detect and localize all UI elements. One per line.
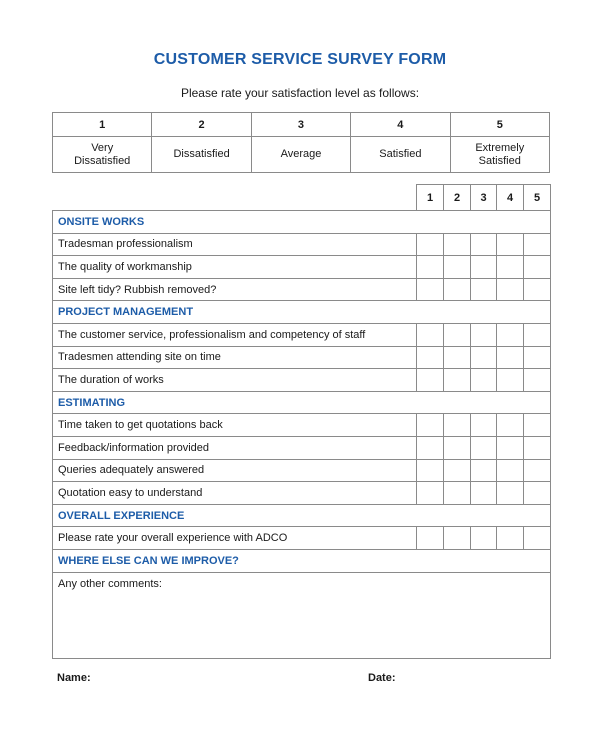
section-row bbox=[53, 504, 551, 527]
scale-number: 2 bbox=[152, 113, 251, 137]
rating-cell-5[interactable] bbox=[524, 482, 551, 505]
rating-cell-2[interactable] bbox=[444, 414, 471, 437]
name-label: Name: bbox=[57, 672, 91, 684]
header-blank bbox=[53, 185, 417, 211]
comments-field[interactable]: Any other comments: bbox=[53, 572, 551, 658]
rating-cell-3[interactable] bbox=[471, 414, 497, 437]
rating-column-header: 1 bbox=[417, 185, 444, 211]
rating-cell-3[interactable] bbox=[471, 233, 497, 256]
rating-cell-2[interactable] bbox=[444, 527, 471, 550]
rating-cell-2[interactable] bbox=[444, 278, 471, 301]
question-label: Site left tidy? Rubbish removed? bbox=[53, 278, 417, 301]
section-title: PROJECT MANAGEMENT bbox=[53, 301, 551, 324]
comments-row bbox=[53, 572, 551, 658]
section-row bbox=[53, 391, 551, 414]
date-label: Date: bbox=[368, 672, 396, 684]
rating-cell-3[interactable] bbox=[471, 256, 497, 279]
rating-cell-1[interactable] bbox=[417, 346, 444, 369]
question-row bbox=[53, 436, 551, 459]
form-title: CUSTOMER SERVICE SURVEY FORM bbox=[153, 51, 447, 68]
scale-label: Extremely Satisfied bbox=[450, 137, 549, 173]
rating-cell-4[interactable] bbox=[497, 233, 524, 256]
rating-cell-2[interactable] bbox=[444, 233, 471, 256]
rating-cell-2[interactable] bbox=[444, 323, 471, 346]
rating-cell-3[interactable] bbox=[471, 436, 497, 459]
rating-header-row bbox=[53, 185, 551, 211]
question-label: Please rate your overall experience with ADCO bbox=[53, 527, 417, 550]
rating-cell-1[interactable] bbox=[417, 323, 444, 346]
question-label: Time taken to get quotations back bbox=[53, 414, 417, 437]
scale-number: 3 bbox=[251, 113, 350, 137]
rating-cell-5[interactable] bbox=[524, 369, 551, 392]
question-row bbox=[53, 459, 551, 482]
section-row bbox=[53, 549, 551, 572]
rating-cell-1[interactable] bbox=[417, 256, 444, 279]
rating-column-header: 2 bbox=[444, 185, 471, 211]
rating-cell-4[interactable] bbox=[497, 323, 524, 346]
scale-number: 5 bbox=[450, 113, 549, 137]
question-row bbox=[53, 233, 551, 256]
rating-column-header: 5 bbox=[524, 185, 551, 211]
scale-label: Dissatisfied bbox=[152, 137, 251, 173]
section-row bbox=[53, 301, 551, 324]
rating-cell-1[interactable] bbox=[417, 278, 444, 301]
rating-cell-4[interactable] bbox=[497, 482, 524, 505]
rating-cell-2[interactable] bbox=[444, 346, 471, 369]
rating-cell-1[interactable] bbox=[417, 459, 444, 482]
question-label: Tradesman professionalism bbox=[53, 233, 417, 256]
rating-cell-2[interactable] bbox=[444, 256, 471, 279]
question-row bbox=[53, 369, 551, 392]
rating-cell-5[interactable] bbox=[524, 346, 551, 369]
rating-cell-4[interactable] bbox=[497, 459, 524, 482]
rating-cell-3[interactable] bbox=[471, 278, 497, 301]
rating-cell-3[interactable] bbox=[471, 369, 497, 392]
question-row bbox=[53, 482, 551, 505]
rating-cell-1[interactable] bbox=[417, 436, 444, 459]
rating-cell-2[interactable] bbox=[444, 436, 471, 459]
rating-cell-3[interactable] bbox=[471, 459, 497, 482]
question-row bbox=[53, 323, 551, 346]
rating-cell-5[interactable] bbox=[524, 233, 551, 256]
rating-cell-5[interactable] bbox=[524, 527, 551, 550]
question-label: The customer service, professionalism and competency of staff bbox=[53, 323, 417, 346]
form-subtitle: Please rate your satisfaction level as follows: bbox=[180, 86, 420, 100]
rating-cell-4[interactable] bbox=[497, 369, 524, 392]
survey-table bbox=[52, 184, 551, 659]
rating-cell-5[interactable] bbox=[524, 256, 551, 279]
section-row bbox=[53, 211, 551, 234]
rating-cell-5[interactable] bbox=[524, 278, 551, 301]
question-row bbox=[53, 256, 551, 279]
rating-cell-3[interactable] bbox=[471, 527, 497, 550]
rating-cell-1[interactable] bbox=[417, 414, 444, 437]
scale-label: Satisfied bbox=[351, 137, 450, 173]
rating-column-header: 4 bbox=[497, 185, 524, 211]
rating-cell-4[interactable] bbox=[497, 278, 524, 301]
rating-cell-2[interactable] bbox=[444, 369, 471, 392]
rating-cell-2[interactable] bbox=[444, 482, 471, 505]
rating-cell-1[interactable] bbox=[417, 369, 444, 392]
rating-cell-4[interactable] bbox=[497, 527, 524, 550]
rating-cell-5[interactable] bbox=[524, 323, 551, 346]
section-title: WHERE ELSE CAN WE IMPROVE? bbox=[53, 549, 551, 572]
rating-cell-1[interactable] bbox=[417, 233, 444, 256]
scale-number: 1 bbox=[53, 113, 152, 137]
rating-cell-3[interactable] bbox=[471, 346, 497, 369]
rating-cell-4[interactable] bbox=[497, 256, 524, 279]
section-title: OVERALL EXPERIENCE bbox=[53, 504, 551, 527]
rating-cell-4[interactable] bbox=[497, 346, 524, 369]
rating-column-header: 3 bbox=[471, 185, 497, 211]
question-row bbox=[53, 278, 551, 301]
question-label: Queries adequately answered bbox=[53, 459, 417, 482]
section-title: ESTIMATING bbox=[53, 391, 551, 414]
scale-label: Average bbox=[251, 137, 350, 173]
rating-cell-2[interactable] bbox=[444, 459, 471, 482]
question-row bbox=[53, 346, 551, 369]
rating-cell-5[interactable] bbox=[524, 436, 551, 459]
rating-cell-3[interactable] bbox=[471, 323, 497, 346]
rating-cell-4[interactable] bbox=[497, 414, 524, 437]
rating-cell-1[interactable] bbox=[417, 482, 444, 505]
question-row bbox=[53, 414, 551, 437]
rating-cell-1[interactable] bbox=[417, 527, 444, 550]
question-label: The duration of works bbox=[53, 369, 417, 392]
scale-label: Very Dissatisfied bbox=[53, 137, 152, 173]
rating-scale-table bbox=[52, 112, 550, 173]
question-label: Quotation easy to understand bbox=[53, 482, 417, 505]
rating-cell-5[interactable] bbox=[524, 459, 551, 482]
rating-cell-5[interactable] bbox=[524, 414, 551, 437]
rating-cell-3[interactable] bbox=[471, 482, 497, 505]
section-title: ONSITE WORKS bbox=[53, 211, 551, 234]
question-label: Tradesmen attending site on time bbox=[53, 346, 417, 369]
scale-number: 4 bbox=[351, 113, 450, 137]
question-label: The quality of workmanship bbox=[53, 256, 417, 279]
question-row bbox=[53, 527, 551, 550]
rating-cell-4[interactable] bbox=[497, 436, 524, 459]
question-label: Feedback/information provided bbox=[53, 436, 417, 459]
